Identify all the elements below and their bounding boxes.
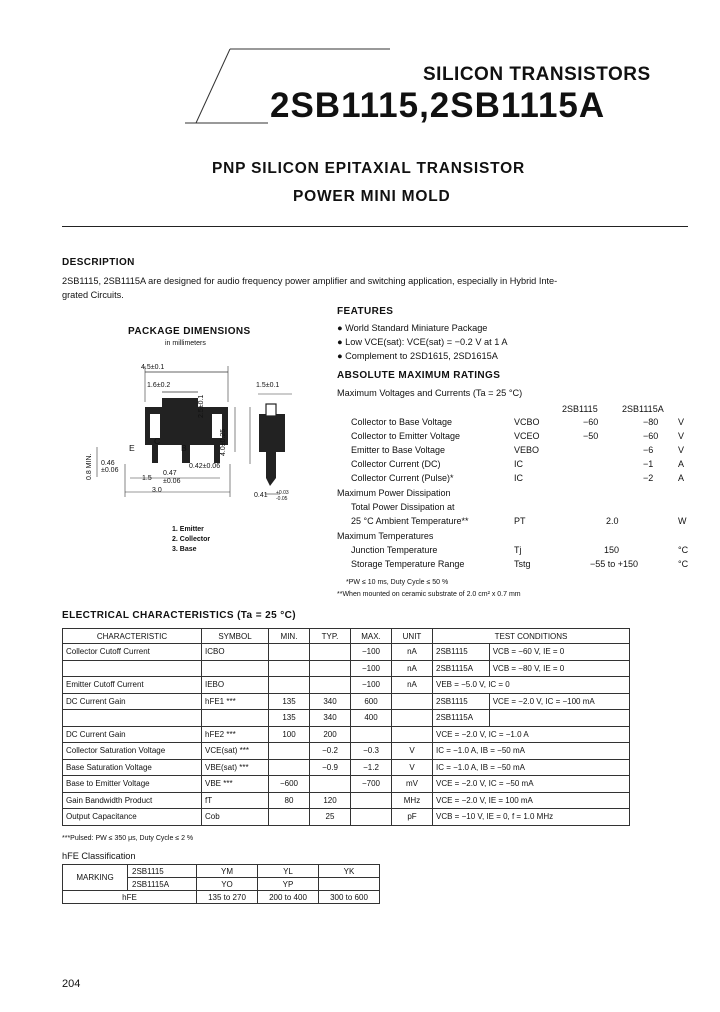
rating-symbol: IC	[514, 459, 523, 469]
electrical-row	[63, 726, 630, 743]
dim-3-0: 3.0	[152, 487, 162, 494]
hfe-range-2: 200 to 400	[258, 891, 319, 904]
cell-characteristic	[63, 710, 202, 727]
hfe-mark-blank	[319, 878, 380, 891]
title-line1: PNP SILICON EPITAXIAL TRANSISTOR	[212, 160, 525, 177]
cell-characteristic: Collector Cutoff Current	[63, 644, 202, 661]
package-heading: PACKAGE DIMENSIONS	[128, 326, 251, 337]
cell-typ	[310, 644, 351, 661]
cell-test-b: VCB = −60 V, IE = 0	[489, 644, 629, 661]
dim-1-5b: 1.5	[142, 475, 152, 482]
dim-0-47-tol: ±0.06	[163, 478, 181, 485]
hfe-row-marking-1	[63, 865, 380, 878]
cell-symbol: hFE1 ***	[202, 693, 269, 710]
cell-test-a: VCE = −2.0 V, IC = −1.0 A	[433, 726, 630, 743]
dim-0-41: 0.41	[254, 492, 268, 499]
cell-typ: 200	[310, 726, 351, 743]
header-part-numbers: 2SB1115,2SB1115A	[270, 86, 606, 125]
rating-label: Collector to Base Voltage	[351, 417, 453, 427]
cell-min	[269, 743, 310, 760]
cell-typ: 25	[310, 809, 351, 826]
electrical-heading: ELECTRICAL CHARACTERISTICS (Ta = 25 °C)	[62, 610, 296, 621]
tstg-label: Storage Temperature Range	[351, 559, 465, 569]
cell-max: −700	[351, 776, 392, 793]
col-characteristic: CHARACTERISTIC	[63, 629, 202, 644]
rating-unit: V	[678, 445, 685, 455]
hfe-row-ranges	[63, 891, 380, 904]
cell-test-a: 2SB1115	[433, 644, 490, 661]
rating-symbol: VCEO	[514, 431, 540, 441]
cell-typ: 340	[310, 710, 351, 727]
cell-characteristic: Base Saturation Voltage	[63, 759, 202, 776]
cell-test-b: VCE = −2.0 V, IC = −100 mA	[489, 693, 629, 710]
cell-characteristic: Gain Bandwidth Product	[63, 792, 202, 809]
cell-test-a: IC = −1.0 A, IB = −50 mA	[433, 759, 630, 776]
cell-min: 135	[269, 710, 310, 727]
cell-symbol	[202, 660, 269, 677]
rating-value-2sb1115a: −2	[643, 473, 654, 483]
features-heading: FEATURES	[337, 306, 394, 317]
hfe-label: hFE	[63, 891, 197, 904]
electrical-row	[63, 693, 630, 710]
cell-max: −100	[351, 677, 392, 694]
dim-0-41-tol: +0.03 -0.05	[276, 490, 289, 502]
cell-unit: V	[392, 759, 433, 776]
col-max: MAX.	[351, 629, 392, 644]
cell-max: 400	[351, 710, 392, 727]
pin-legend-1: 1. Emitter	[172, 526, 204, 533]
dim-4-0: 4.0±0.25	[220, 428, 227, 456]
pin-label-c: C	[154, 436, 161, 446]
cell-symbol: ICBO	[202, 644, 269, 661]
cell-max: −100	[351, 644, 392, 661]
cell-symbol: VBE ***	[202, 776, 269, 793]
description-heading: DESCRIPTION	[62, 257, 135, 268]
electrical-row	[63, 677, 630, 694]
rating-value-2sb1115: −50	[583, 431, 599, 441]
cell-test-a: VCE = −2.0 V, IC = −50 mA	[433, 776, 630, 793]
cell-test-a: VEB = −5.0 V, IC = 0	[433, 677, 630, 694]
cell-unit	[392, 693, 433, 710]
electrical-row	[63, 792, 630, 809]
cell-characteristic: Collector Saturation Voltage	[63, 743, 202, 760]
header-category: SILICON TRANSISTORS	[423, 64, 651, 85]
ratings-condition: Maximum Voltages and Currents (Ta = 25 °C)	[337, 388, 523, 398]
cell-min: 100	[269, 726, 310, 743]
rating-value-2sb1115a: −6	[643, 445, 654, 455]
cell-typ	[310, 776, 351, 793]
tj-unit: °C	[678, 545, 689, 555]
cell-symbol: Cob	[202, 809, 269, 826]
dim-1-6: 1.6±0.2	[147, 382, 171, 389]
hfe-range-3: 300 to 600	[319, 891, 380, 904]
rating-value-2sb1115a: −60	[643, 431, 659, 441]
temp-heading: Maximum Temperatures	[337, 531, 434, 541]
hfe-mark-yl: YL	[258, 865, 319, 878]
cell-test-a: VCB = −10 V, IE = 0, f = 1.0 MHz	[433, 809, 630, 826]
cell-symbol: VCE(sat) ***	[202, 743, 269, 760]
cell-max: 600	[351, 693, 392, 710]
cell-max	[351, 809, 392, 826]
dim-1-5: 1.5±0.1	[256, 382, 280, 389]
ratings-heading: ABSOLUTE MAXIMUM RATINGS	[337, 370, 501, 381]
electrical-table	[62, 628, 630, 826]
cell-unit: mV	[392, 776, 433, 793]
pin-legend-2: 2. Collector	[172, 536, 211, 543]
cell-unit	[392, 726, 433, 743]
dim-0-47: 0.47	[163, 470, 177, 477]
rating-label: Collector Current (Pulse)*	[351, 473, 454, 483]
dim-2-5: 2.5±0.1	[198, 394, 205, 418]
cell-min: 135	[269, 693, 310, 710]
electrical-row	[63, 809, 630, 826]
cell-test-a: 2SB1115A	[433, 660, 490, 677]
rating-label: Collector to Emitter Voltage	[351, 431, 461, 441]
feature-item-3: ● Complement to 2SD1615, 2SD1615A	[337, 351, 498, 361]
cell-unit: nA	[392, 677, 433, 694]
cell-min	[269, 677, 310, 694]
col-test-conditions: TEST CONDITIONS	[433, 629, 630, 644]
package-unit: in millimeters	[165, 340, 206, 347]
rating-unit: V	[678, 431, 685, 441]
electrical-note: ***Pulsed: PW ≤ 350 μs, Duty Cycle ≤ 2 %	[62, 835, 194, 842]
rating-value-2sb1115a: −80	[643, 417, 659, 427]
rating-symbol: VCBO	[514, 417, 540, 427]
hfe-part-1: 2SB1115	[128, 865, 197, 878]
cell-min: −600	[269, 776, 310, 793]
rating-symbol: VEBO	[514, 445, 540, 455]
cell-typ	[310, 660, 351, 677]
cell-max	[351, 726, 392, 743]
pd-value: 2.0	[606, 516, 619, 526]
ratings-note-2: **When mounted on ceramic substrate of 2.0 cm² x 0.7 mm	[337, 591, 521, 598]
cell-symbol: hFE2 ***	[202, 726, 269, 743]
cell-symbol: VBE(sat) ***	[202, 759, 269, 776]
ratings-note-1: *PW ≤ 10 ms, Duty Cycle ≤ 50 %	[346, 579, 449, 586]
electrical-row	[63, 776, 630, 793]
tstg-value: −55 to +150	[590, 559, 639, 569]
col-typ: TYP.	[310, 629, 351, 644]
cell-characteristic	[63, 660, 202, 677]
pd-line1: Total Power Dissipation at	[351, 502, 455, 512]
ratings-col-2sb1115a: 2SB1115A	[622, 404, 664, 414]
cell-max: −1.2	[351, 759, 392, 776]
cell-test-a: IC = −1.0 A, IB = −50 mA	[433, 743, 630, 760]
hfe-part-2: 2SB1115A	[128, 878, 197, 891]
cell-min	[269, 644, 310, 661]
cell-min: 80	[269, 792, 310, 809]
ratings-col-2sb1115: 2SB1115	[562, 404, 598, 414]
cell-max: −0.3	[351, 743, 392, 760]
hfe-mark-ym: YM	[197, 865, 258, 878]
cell-min	[269, 809, 310, 826]
cell-test-a: VCE = −2.0 V, IE = 100 mA	[433, 792, 630, 809]
cell-unit	[392, 710, 433, 727]
pd-symbol: PT	[514, 516, 526, 526]
page-number: 204	[62, 978, 81, 990]
cell-max: −100	[351, 660, 392, 677]
dim-0-46: 0.46	[101, 460, 115, 467]
pin-label-e: E	[129, 443, 135, 453]
tstg-symbol: Tstg	[514, 559, 531, 569]
cell-symbol: fT	[202, 792, 269, 809]
cell-symbol: IEBO	[202, 677, 269, 694]
cell-typ: −0.2	[310, 743, 351, 760]
title-line2: POWER MINI MOLD	[293, 188, 451, 205]
title-divider	[62, 226, 688, 227]
tj-label: Junction Temperature	[351, 545, 438, 555]
pd-line2: 25 °C Ambient Temperature**	[351, 516, 469, 526]
cell-test-b: VCB = −80 V, IE = 0	[489, 660, 629, 677]
cell-min	[269, 759, 310, 776]
cell-characteristic: DC Current Gain	[63, 726, 202, 743]
pin-legend-3: 3. Base	[172, 546, 197, 553]
pd-unit: W	[678, 516, 687, 526]
cell-unit: nA	[392, 644, 433, 661]
cell-unit: MHz	[392, 792, 433, 809]
hfe-table	[62, 864, 380, 904]
description-text-1: 2SB1115, 2SB1115A are designed for audio frequency power amplifier and switching application, especially in Hybrid Inte-	[62, 276, 558, 286]
cell-characteristic: Output Capacitance	[63, 809, 202, 826]
description-text-2: grated Circuits.	[62, 290, 124, 300]
dim-0-46-tol: ±0.06	[101, 467, 119, 474]
dim-0-8: 0.8 MIN.	[86, 453, 93, 480]
dim-4-5: 4.5±0.1	[141, 364, 165, 371]
pin-label-b: B	[181, 443, 187, 453]
cell-typ	[310, 677, 351, 694]
rating-symbol: IC	[514, 473, 523, 483]
col-symbol: SYMBOL	[202, 629, 269, 644]
electrical-row	[63, 660, 630, 677]
cell-test-b	[489, 710, 629, 727]
tj-value: 150	[604, 545, 620, 555]
rating-label: Collector Current (DC)	[351, 459, 441, 469]
rating-value-2sb1115a: −1	[643, 459, 654, 469]
cell-typ: 340	[310, 693, 351, 710]
hfe-range-1: 135 to 270	[197, 891, 258, 904]
cell-test-a: 2SB1115	[433, 693, 490, 710]
hfe-mark-yk: YK	[319, 865, 380, 878]
cell-typ: 120	[310, 792, 351, 809]
col-min: MIN.	[269, 629, 310, 644]
cell-symbol	[202, 710, 269, 727]
electrical-row	[63, 710, 630, 727]
electrical-row	[63, 644, 630, 661]
hfe-heading: hFE Classification	[62, 851, 136, 861]
cell-unit: V	[392, 743, 433, 760]
cell-characteristic: DC Current Gain	[63, 693, 202, 710]
cell-unit: nA	[392, 660, 433, 677]
cell-characteristic: Base to Emitter Voltage	[63, 776, 202, 793]
cell-test-a: 2SB1115A	[433, 710, 490, 727]
feature-item-2: ● Low VCE(sat): VCE(sat) = −0.2 V at 1 A	[337, 337, 508, 347]
cell-typ: −0.9	[310, 759, 351, 776]
cell-characteristic: Emitter Cutoff Current	[63, 677, 202, 694]
electrical-row	[63, 743, 630, 760]
electrical-header-row	[63, 629, 630, 644]
cell-max	[351, 792, 392, 809]
col-unit: UNIT	[392, 629, 433, 644]
hfe-mark-yp: YP	[258, 878, 319, 891]
cell-min	[269, 660, 310, 677]
rating-unit: A	[678, 459, 685, 469]
pd-heading: Maximum Power Dissipation	[337, 488, 451, 498]
cell-unit: pF	[392, 809, 433, 826]
feature-item-1: ● World Standard Miniature Package	[337, 323, 488, 333]
rating-unit: V	[678, 417, 685, 427]
hfe-marking-label: MARKING	[63, 865, 128, 891]
rating-unit: A	[678, 473, 685, 483]
dim-0-42: 0.42±0.06	[189, 463, 221, 470]
rating-label: Emitter to Base Voltage	[351, 445, 446, 455]
tj-symbol: Tj	[514, 545, 522, 555]
tstg-unit: °C	[678, 559, 689, 569]
rating-value-2sb1115: −60	[583, 417, 599, 427]
electrical-row	[63, 759, 630, 776]
hfe-mark-yo: YO	[197, 878, 258, 891]
